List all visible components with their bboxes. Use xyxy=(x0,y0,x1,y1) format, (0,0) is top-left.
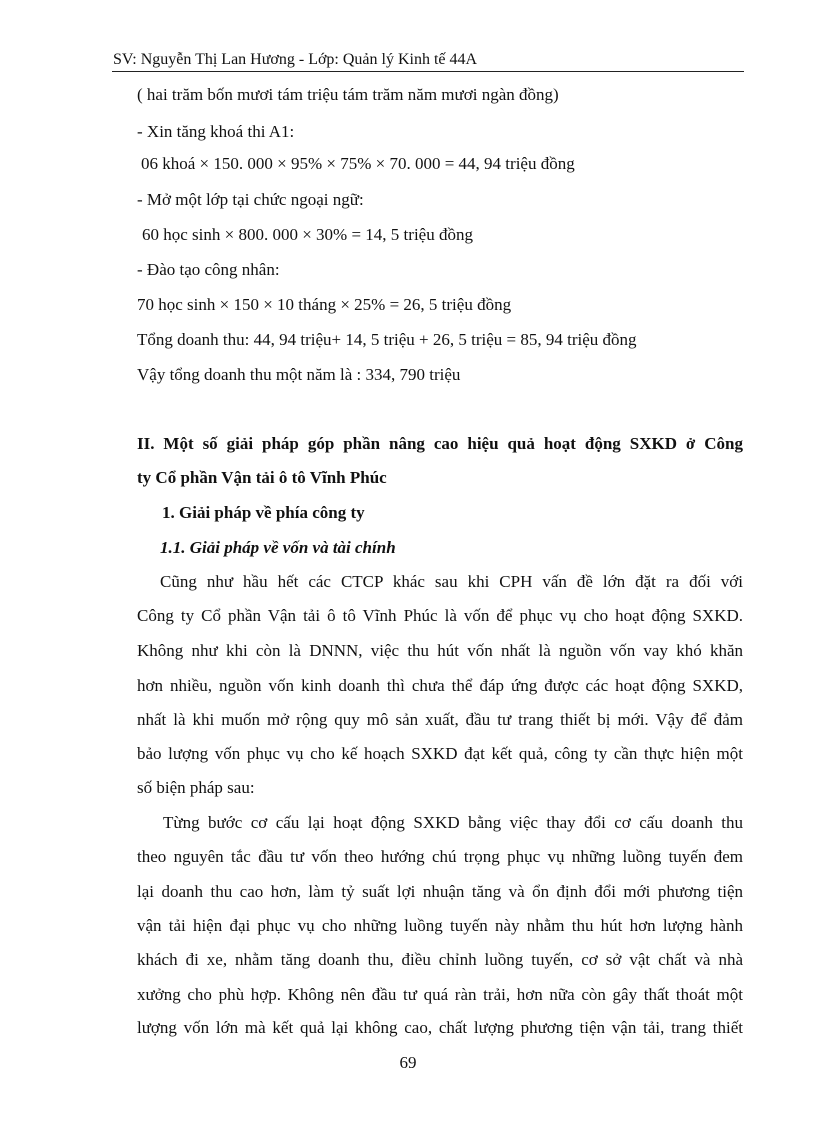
paragraph-2-line: Từng bước cơ cấu lại hoạt động SXKD bằng việc thay đổi cơ cấu doanh thu xyxy=(163,813,743,832)
paragraph-2-line: lại doanh thu cao hơn, làm tỷ suất lợi nhuận tăng và ổn định đổi mới phương tiện xyxy=(137,882,743,901)
header-rule xyxy=(112,71,744,72)
paragraph-1-line: số biện pháp sau: xyxy=(137,778,255,797)
annual-revenue: Vậy tổng doanh thu một năm là : 334, 790 triệu xyxy=(137,365,461,384)
total-revenue: Tổng doanh thu: 44, 94 triệu+ 14, 5 triệu + 26, 5 triệu = 85, 94 triệu đồng xyxy=(137,330,637,349)
item-label-language: - Mở một lớp tại chức ngoại ngữ: xyxy=(137,190,364,209)
paragraph-1-line: bảo lượng vốn phục vụ cho kế hoạch SXKD đạt kết quả, công ty cần thực hiện một xyxy=(137,744,743,763)
paragraph-2-line: khách đi xe, nhằm tăng doanh thu, điều chỉnh luồng tuyến, cơ sở vật chất và nhà xyxy=(137,950,743,969)
paragraph-2-line: xưởng cho phù hợp. Không nên đầu tư quá ràn trải, hơn nữa còn gây thất thoát một xyxy=(137,985,743,1004)
paragraph-1-line: nhất là khi muốn mở rộng quy mô sản xuất, đầu tư trang thiết bị mới. Vậy để đảm xyxy=(137,710,743,729)
paragraph-2-line: theo nguyên tắc đầu tư vốn theo hướng chú trọng phục vụ những luồng tuyến đem xyxy=(137,847,743,866)
amount-in-words: ( hai trăm bốn mươi tám triệu tám trăm năm mươi ngàn đồng) xyxy=(137,85,559,104)
sub-subsection-heading: 1.1. Giải pháp về vốn và tài chính xyxy=(160,538,396,557)
paragraph-2-line: lượng vốn lớn mà kết quả lại không cao, chất lượng phương tiện vận tải, trang thiết xyxy=(137,1018,743,1037)
page-number: 69 xyxy=(399,1053,417,1072)
page-header: SV: Nguyễn Thị Lan Hương - Lớp: Quản lý Kinh tế 44A xyxy=(113,51,478,68)
paragraph-2-line: vận tải hiện đại phục vụ cho những luồng tuyến này nhằm thu hút hơn lượng hành xyxy=(137,916,743,935)
item-label-workers: - Đào tạo công nhân: xyxy=(137,260,280,279)
item-calc-language: 60 học sinh × 800. 000 × 30% = 14, 5 triệu đồng xyxy=(142,225,473,244)
paragraph-1-line: Không như khi còn là DNNN, việc thu hút vốn nhất là nguồn vốn vay khó khăn xyxy=(137,641,743,660)
item-label-a1: - Xin tăng khoá thi A1: xyxy=(137,122,295,141)
section-heading-line-1: II. Một số giải pháp góp phần nâng cao hiệu quả hoạt động SXKD ở Công xyxy=(137,434,743,453)
paragraph-1-line: Cũng như hầu hết các CTCP khác sau khi CPH vấn đề lớn đặt ra đối với xyxy=(160,572,743,591)
paragraph-1-line: hơn nhiều, nguồn vốn kinh doanh thì chưa thể đáp ứng được các hoạt động SXKD, xyxy=(137,676,743,695)
item-calc-a1: 06 khoá × 150. 000 × 95% × 75% × 70. 000 = 44, 94 triệu đồng xyxy=(141,154,575,173)
section-heading-line-2: ty Cổ phần Vận tải ô tô Vĩnh Phúc xyxy=(137,468,387,487)
item-calc-workers: 70 học sinh × 150 × 10 tháng × 25% = 26, 5 triệu đồng xyxy=(137,295,512,314)
paragraph-1-line: Công ty Cổ phần Vận tải ô tô Vĩnh Phúc là vốn để phục vụ cho hoạt động SXKD. xyxy=(137,606,743,625)
subsection-heading: 1. Giải pháp về phía công ty xyxy=(162,503,365,522)
